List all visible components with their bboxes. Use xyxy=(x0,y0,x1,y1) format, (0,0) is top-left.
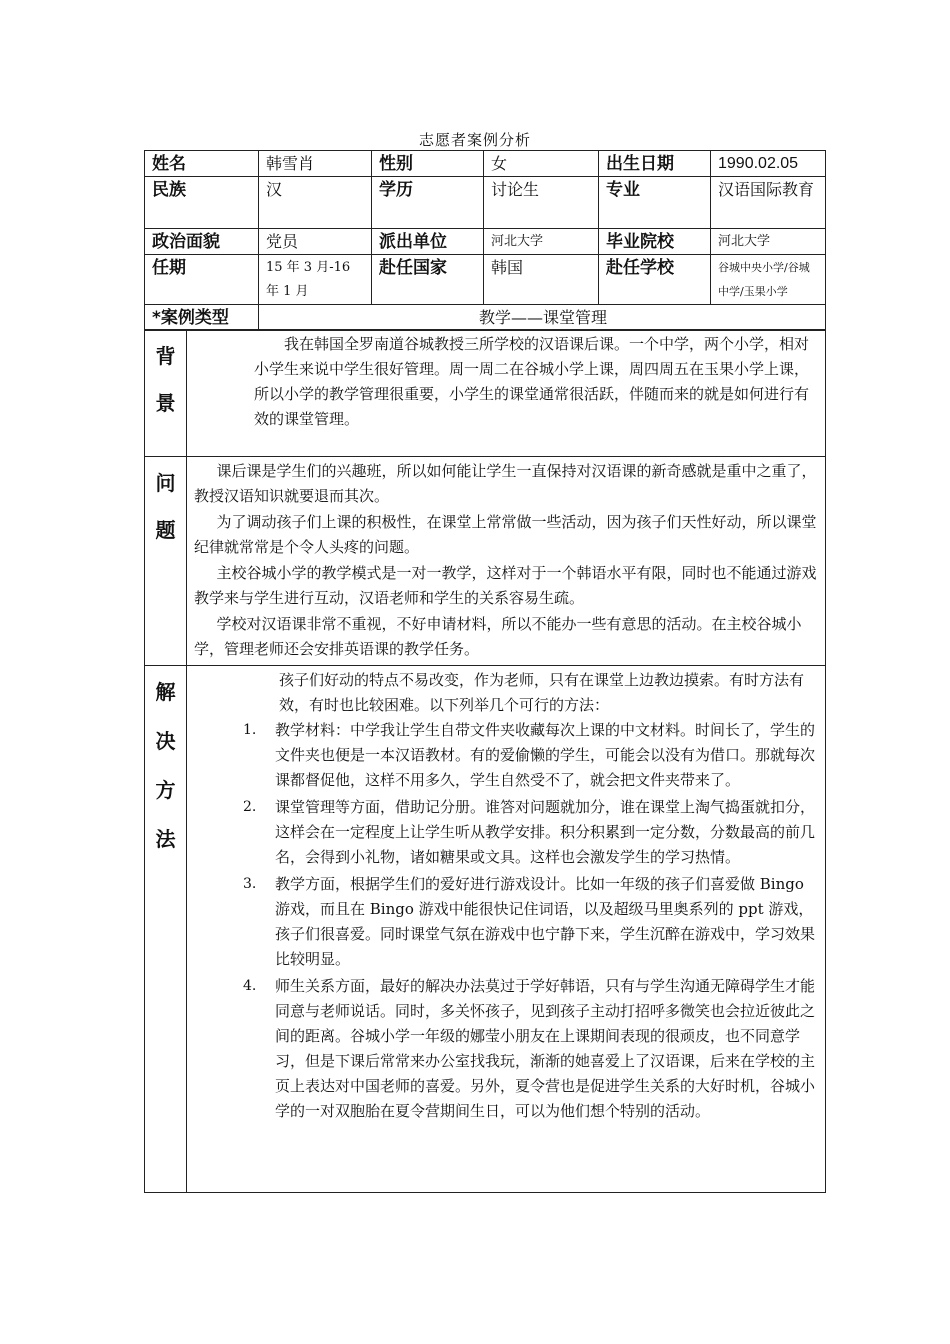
term-value: 15 年 3 月-16 年 1 月 xyxy=(259,255,372,305)
case-type-label: *案例类型 xyxy=(145,305,259,331)
problem-paragraph: 主校谷城小学的教学模式是一对一教学，这样对于一个韩语水平有限，同时也不能通过游戏教学来与学生进行互动，汉语老师和学生的关系容易生疏。 xyxy=(194,564,817,607)
ethnic-label: 民族 xyxy=(145,177,259,229)
list-item: 3. 教学方面，根据学生们的爱好进行游戏设计。比如一年级的孩子们喜爱做 Bingo 游戏，而且在 Bingo 游戏中能很快记住词语，以及超级马里奥系列的 ppt 游戏，孩子们很喜爱。同时课堂气氛在游戏中也宁静下来，学生沉醉在游戏中，学习效果比较明显。 xyxy=(243,875,816,968)
problem-paragraph: 课后课是学生们的兴趣班，所以如何能让学生一直保持对汉语课的新奇感就是重中之重了，教授汉语知识就要退而其次。 xyxy=(194,462,817,505)
problem-paragraph: 为了调动孩子们上课的积极性，在课堂上常常做一些活动，因为孩子们天性好动，所以课堂纪律就常常是个令人头疼的问题。 xyxy=(194,513,817,556)
solution-intro: 孩子们好动的特点不易改变，作为老师，只有在课堂上边教边摸索。有时方法有效，有时也比较困难。以下列举几个可行的方法： xyxy=(279,671,805,714)
document-title: 志愿者案例分析 xyxy=(418,131,531,149)
solution-section xyxy=(187,666,826,1193)
background-label: 背 景 xyxy=(145,330,187,457)
term-label: 任期 xyxy=(145,255,259,305)
problem-section xyxy=(187,457,826,666)
grad-value: 河北大学 xyxy=(711,229,826,255)
list-item: 2. 课堂管理等方面，借助记分册。谁答对问题就加分，谁在课堂上淘气捣蛋就扣分，这样会在一定程度上让学生听从教学安排。积分积累到一定分数，分数最高的前几名，会得到小礼物，诸如糖果或文具。这样也会激发学生的学习热情。 xyxy=(243,798,816,866)
list-item: 1. 教学材料：中学我让学生自带文件夹收藏每次上课的中文材料。时间长了，学生的文件夹也便是一本汉语教材。有的爱偷懒的学生，可能会以没有为借口。那就每次课都督促他，这样不用多久，学生自然受不了，就会把文件夹带来了。 xyxy=(243,721,816,789)
school-label: 赴任学校 xyxy=(599,255,711,305)
major-value: 汉语国际教育 xyxy=(711,177,826,229)
edu-label: 学历 xyxy=(372,177,484,229)
ethnic-value: 汉 xyxy=(259,177,372,229)
political-value: 党员 xyxy=(259,229,372,255)
school-value: 谷城中央小学/谷城中学/玉果小学 xyxy=(711,255,826,305)
birth-value: 1990.02.05 xyxy=(711,151,826,177)
solution-label: 解 决 方 法 xyxy=(145,666,187,1193)
dispatch-value: 河北大学 xyxy=(484,229,599,255)
info-table xyxy=(144,150,826,331)
name-label: 姓名 xyxy=(145,151,259,177)
major-label: 专业 xyxy=(599,177,711,229)
case-type-value: 教学——课堂管理 xyxy=(259,305,826,331)
edu-value: 讨论生 xyxy=(484,177,599,229)
problem-label: 问 题 xyxy=(145,457,187,666)
background-text: 我在韩国全罗南道谷城教授三所学校的汉语课后课。一个中学，两个小学，相对小学生来说中学生很好管理。周一周二在谷城小学上课，周四周五在玉果小学上课，所以小学的教学管理很重要，小学生的课堂通常很活跃，伴随而来的就是如何进行有效的课堂管理。 xyxy=(254,335,810,428)
background-section xyxy=(187,330,826,457)
gender-value: 女 xyxy=(484,151,599,177)
gender-label: 性别 xyxy=(372,151,484,177)
dispatch-label: 派出单位 xyxy=(372,229,484,255)
solution-list xyxy=(231,718,817,1124)
list-item: 4. 师生关系方面，最好的解决办法莫过于学好韩语，只有与学生沟通无障碍学生才能同意与老师说话。同时，多关怀孩子，见到孩子主动打招呼多微笑也会拉近彼此之间的距离。谷城小学一年级的娜莹小朋友在上课期间表现的很顽皮，也不同意学习，但是下课后常常来办公室找我玩，渐渐的她喜爱上了汉语课，后来在学校的主页上表达对中国老师的喜爱。另外，夏令营也是促进学生关系的大好时机，谷城小学的一对双胞胎在夏令营期间生日，可以为他们想个特别的活动。 xyxy=(243,977,816,1120)
country-label: 赴任国家 xyxy=(372,255,484,305)
grad-label: 毕业院校 xyxy=(599,229,711,255)
case-content-table xyxy=(144,329,826,1193)
political-label: 政治面貌 xyxy=(145,229,259,255)
birth-label: 出生日期 xyxy=(599,151,711,177)
country-value: 韩国 xyxy=(484,255,599,305)
name-value: 韩雪肖 xyxy=(259,151,372,177)
problem-paragraph: 学校对汉语课非常不重视，不好申请材料，所以不能办一些有意思的活动。在主校谷城小学，管理老师还会安排英语课的教学任务。 xyxy=(194,615,802,658)
